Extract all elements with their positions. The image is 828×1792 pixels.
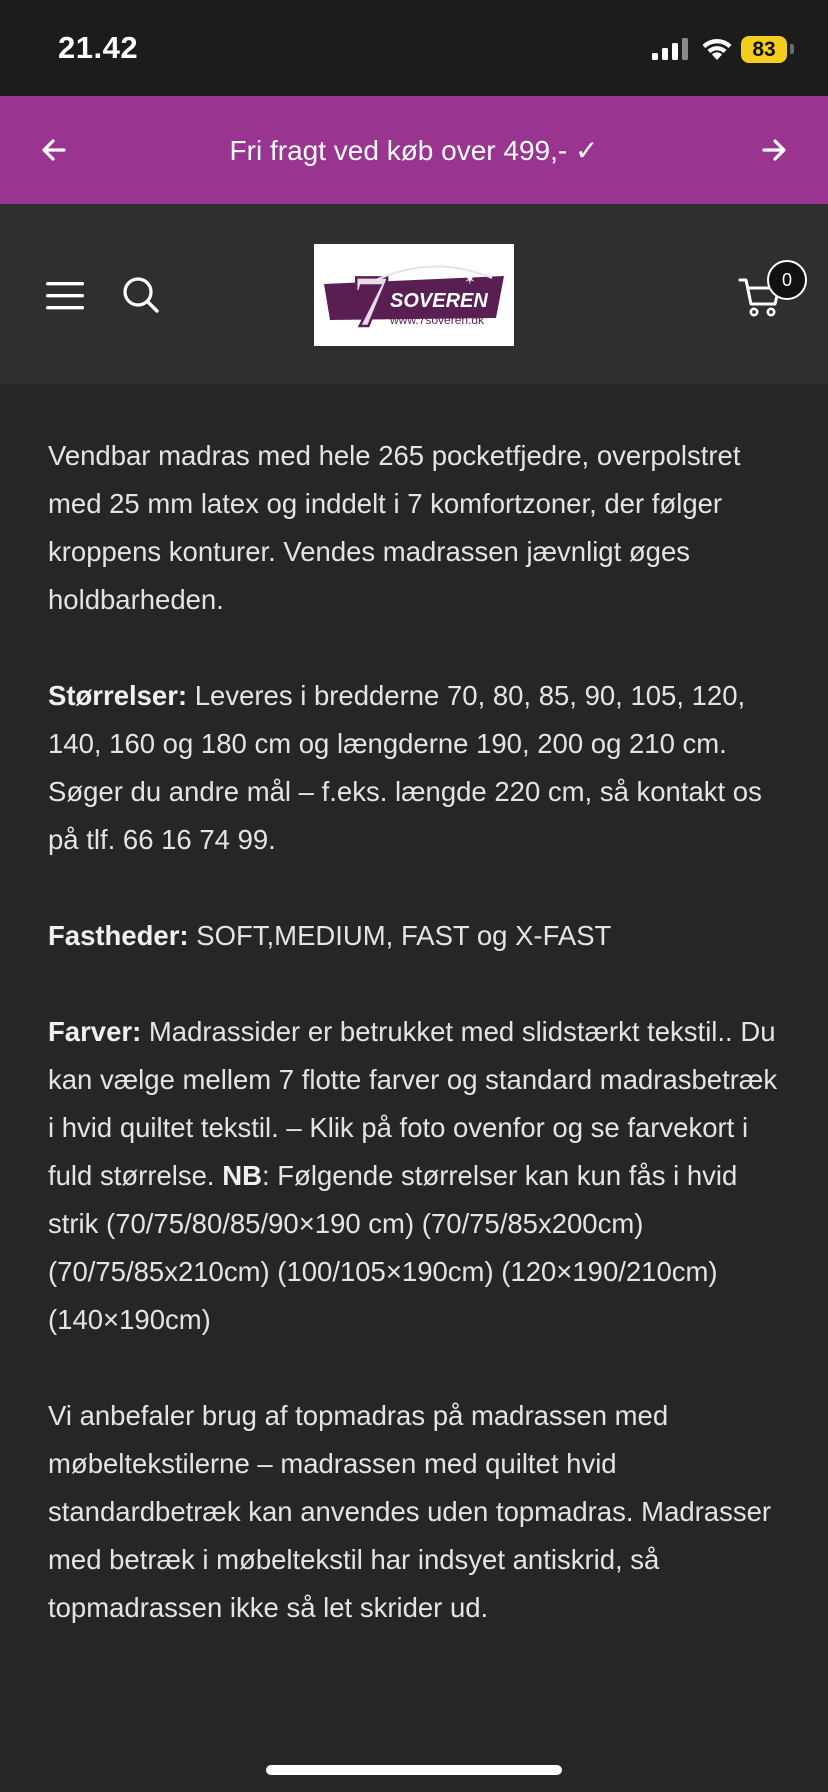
nb-label: NB bbox=[222, 1160, 262, 1191]
arrow-left-icon[interactable] bbox=[40, 136, 68, 164]
sizes-text: Leveres i bredderne 70, 80, 85, 90, 105, 120, 140, 160 og 180 cm og længderne 190, 200 og 210 cm. Søger du andre mål – f.eks. længde 220 cm, så kontakt os på tlf. 66 16 74 99. bbox=[48, 680, 762, 855]
recommendation-paragraph: Vi anbefaler brug af topmadras på madrassen med møbeltekstilerne – madrassen med quiltet hvid standardbetræk kan anvendes uden topmadras. Madrasser med betræk i møbeltekstil har indsyet antiskrid, så topmadrassen ikke så let skrider ud. bbox=[48, 1400, 772, 1623]
hamburger-menu-icon[interactable] bbox=[46, 280, 86, 312]
sizes-label: Størrelser: bbox=[48, 680, 188, 711]
cart-count-badge[interactable]: 0 bbox=[767, 260, 807, 300]
site-header bbox=[0, 204, 828, 384]
search-icon[interactable] bbox=[122, 276, 160, 314]
description-intro: Vendbar madras med hele 265 pocketfjedre, overpolstret med 25 mm latex og inddelt i 7 komfortzoner, der følger kroppens konturer. Vendes madrassen jævnligt øges holdbarheden. bbox=[48, 440, 741, 615]
wifi-icon bbox=[700, 36, 734, 62]
firmness-label: Fastheder: bbox=[48, 920, 189, 951]
sizes-paragraph bbox=[48, 672, 788, 864]
product-description bbox=[48, 432, 788, 1680]
promo-banner bbox=[0, 96, 828, 204]
cellular-signal-icon bbox=[652, 38, 690, 60]
firmness-paragraph bbox=[48, 912, 788, 960]
battery-icon: 83 bbox=[741, 36, 787, 63]
firmness-text: SOFT,MEDIUM, FAST og X-FAST bbox=[188, 920, 612, 951]
nb-text: : Følgende størrelser kan kun fås i hvid strik (70/75/80/85/90×190 cm) (70/75/85x200cm) (70/75/85x210cm) (100/105×190cm) (120×190/210cm) (140×190cm) bbox=[48, 1160, 738, 1335]
home-indicator[interactable] bbox=[266, 1765, 562, 1775]
status-time: 21.42 bbox=[58, 30, 139, 65]
promo-text[interactable]: Fri fragt ved køb over 499,- ✓ bbox=[229, 135, 599, 166]
colors-paragraph bbox=[48, 1008, 788, 1344]
site-logo[interactable] bbox=[314, 244, 514, 346]
logo-star: ✶ bbox=[464, 272, 476, 288]
logo-graphic bbox=[314, 244, 514, 346]
colors-label: Farver: bbox=[48, 1016, 142, 1047]
colors-text: Madrassider er betrukket med slidstærkt tekstil.. Du kan vælge mellem 7 flotte farver og standard madrasbetræk i hvid quiltet tekstil. – Klik på foto ovenfor og se farvekort i fuld størrelse. bbox=[48, 1016, 778, 1191]
logo-brand: SOVEREN bbox=[390, 290, 488, 312]
status-bar bbox=[0, 0, 828, 96]
arrow-right-icon[interactable] bbox=[760, 136, 788, 164]
logo-url: www.7soveren.dk bbox=[390, 313, 485, 327]
battery-cap bbox=[790, 44, 794, 54]
logo-numeral: 7 bbox=[352, 261, 389, 343]
